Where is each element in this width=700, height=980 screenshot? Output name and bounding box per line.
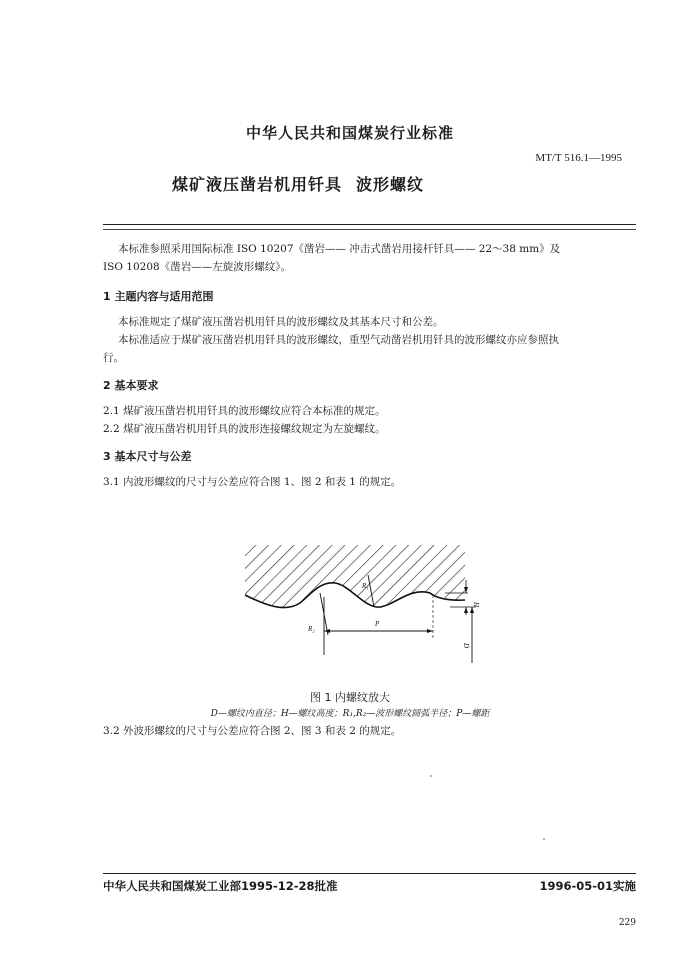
section-1-para-2-line-1: 本标准适应于煤矿液压凿岩机用钎具的波形螺纹，重型气动凿岩机用钎具的波形螺纹亦应参照执 [118,334,559,346]
section-1-para-1: 本标准规定了煤矿液压凿岩机用钎具的波形螺纹及其基本尺寸和公差。 [118,316,444,328]
document-title-part2: 波形螺纹 [356,175,425,194]
document-title [172,172,424,195]
section-3-heading: 3 基本尺寸与公差 [103,450,192,463]
pitch-label: P [375,620,380,628]
section-2-item-2: 2.2 煤矿液压凿岩机用钎具的波形连接螺纹规定为左旋螺纹。 [103,423,386,435]
section-3-item-2: 3.2 外波形螺纹的尺寸与公差应符合图 2、图 3 和表 2 的规定。 [103,725,402,737]
header-rule-thick [103,224,636,225]
scan-speck [543,838,545,840]
section-1-para-2-line-2: 行。 [103,352,124,364]
hatched-material-region [245,540,470,615]
footer-rule [103,873,636,874]
figure-1-caption: 图 1 内螺纹放大 [310,691,390,704]
header-rule-thin [103,229,636,230]
scan-speck [430,775,432,777]
h-label: H [472,602,480,608]
figure-1-thread-diagram [240,535,500,670]
document-title-part1: 煤矿液压凿岩机用钎具 [172,175,343,194]
intro-line-2: ISO 10208《凿岩——左旋波形螺纹》。 [103,261,291,273]
d-label: D [462,643,470,649]
section-2-item-1: 2.1 煤矿液压凿岩机用钎具的波形螺纹应符合本标准的规定。 [103,405,386,417]
h-arrow-bottom [464,607,468,613]
section-3-item-1: 3.1 内波形螺纹的尺寸与公差应符合图 1、图 2 和表 1 的规定。 [103,476,402,488]
section-1-heading: 1 主题内容与适用范围 [103,290,214,303]
figure-1-legend: D—螺纹内直径；H—螺纹高度；R₁,R₂—波形螺纹圆弧半径；P—螺距 [210,709,490,719]
issuer-title: 中华人民共和国煤炭行业标准 [245,124,454,142]
effective-date: 1996-05-01实施 [539,879,636,893]
approval-line: 中华人民共和国煤炭工业部1995-12-28批准 [103,879,338,893]
r2-label: R₂ [308,625,315,633]
r1-label: R₁ [362,582,369,590]
intro-line-1: 本标准参照采用国际标准 ISO 10207《凿岩—— 冲击式凿岩用接杆钎具—— 22～38 mm》及 [118,243,561,255]
section-2-heading: 2 基本要求 [103,379,159,392]
pitch-arrow-right [427,629,433,633]
page-number: 229 [618,918,636,928]
standard-number: MT/T 516.1—1995 [535,152,622,164]
d-arrow-top [470,607,474,613]
